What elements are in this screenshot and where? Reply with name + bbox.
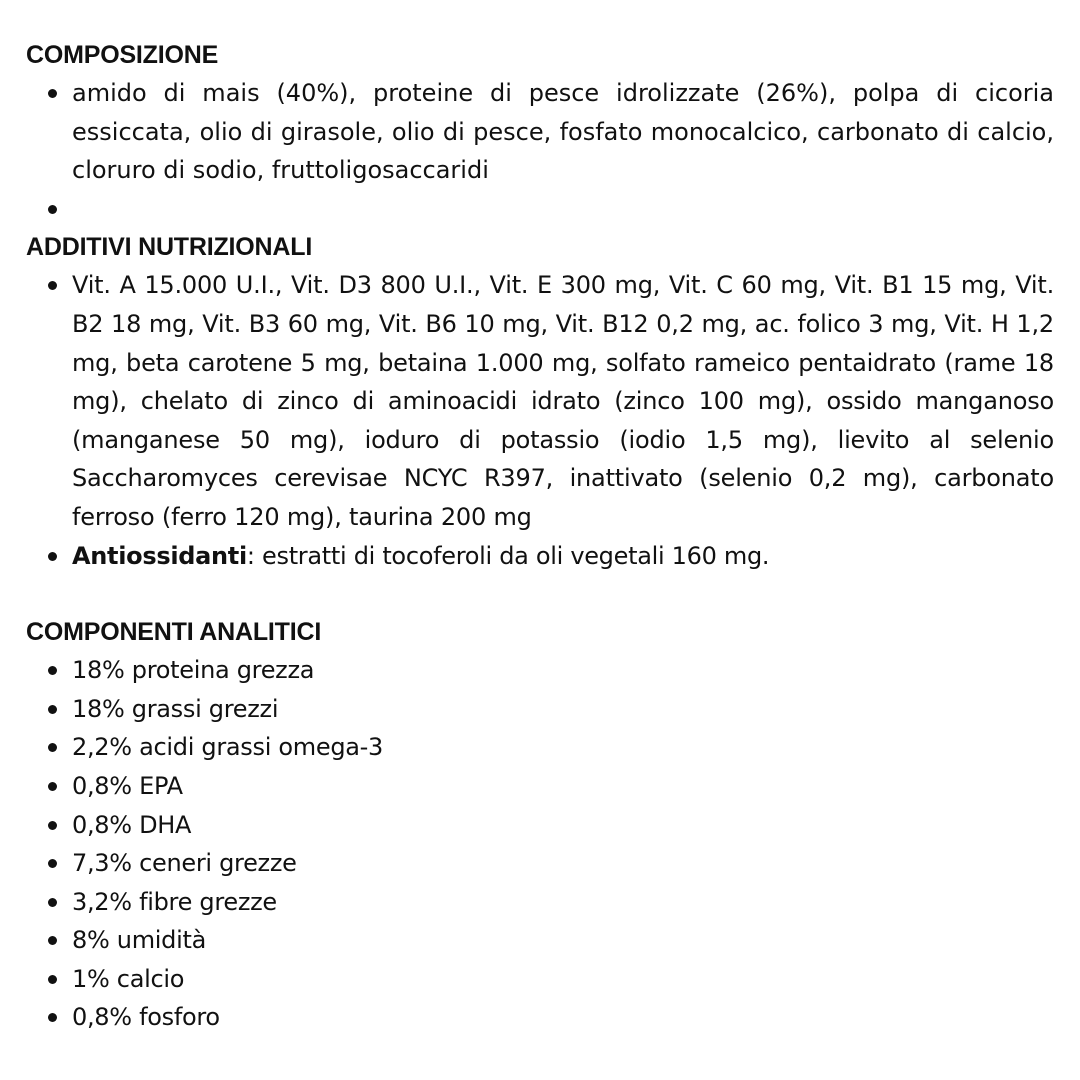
list-item-antioxidants — [26, 537, 1054, 576]
list-item-empty — [26, 190, 1054, 229]
list-item: 18% proteina grezza — [26, 651, 1054, 690]
additivi-list — [26, 266, 1054, 575]
list-item: amido di mais (40%), proteine di pesce idrolizzate (26%), polpa di cicoria essiccata, olio di girasole, olio di pesce, fosfato monocalcico, carbonato di calcio, cloruro di sodio, fruttoligosaccaridi — [26, 74, 1054, 190]
additivi-section — [26, 228, 1054, 575]
list-item: 2,2% acidi grassi omega-3 — [26, 728, 1054, 767]
list-item: 3,2% fibre grezze — [26, 883, 1054, 922]
antioxidants-label: Antiossidanti — [72, 541, 247, 570]
list-item: 7,3% ceneri grezze — [26, 844, 1054, 883]
list-item: 1% calcio — [26, 960, 1054, 999]
componenti-heading: COMPONENTI ANALITICI — [26, 618, 322, 647]
list-item: 18% grassi grezzi — [26, 690, 1054, 729]
list-item: 8% umidità — [26, 921, 1054, 960]
composizione-heading: COMPOSIZIONE — [26, 41, 219, 69]
additivi-heading: ADDITIVI NUTRIZIONALI — [26, 233, 313, 262]
product-label-document — [26, 36, 1054, 1037]
section-spacer — [26, 575, 1054, 613]
composizione-list — [26, 74, 1054, 228]
list-item: 0,8% fosforo — [26, 998, 1054, 1037]
componenti-section — [26, 613, 1054, 1037]
list-item: 0,8% EPA — [26, 767, 1054, 806]
antioxidants-text: : estratti di tocoferoli da oli vegetali 160 mg. — [246, 541, 770, 570]
componenti-list — [26, 651, 1054, 1037]
list-item: 0,8% DHA — [26, 806, 1054, 845]
list-item-vitamins: Vit. A 15.000 U.I., Vit. D3 800 U.I., Vit. E 300 mg, Vit. C 60 mg, Vit. B1 15 mg, Vit. B2 18 mg, Vit. B3 60 mg, Vit. B6 10 mg, Vit. B12 0,2 mg, ac. folico 3 mg, Vit. H 1,2 mg, beta carotene 5 mg, betaina 1.000 mg, solfato rameico pentaidrato (rame 18 mg), chelato di zinco di aminoacidi idrato (zinco 100 mg), ossido manganoso (manganese 50 mg), ioduro di potassio (iodio 1,5 mg), lievito al selenio Saccharomyces cerevisae NCYC R397, inattivato (selenio 0,2 mg), carbonato ferroso (ferro 120 mg), taurina 200 mg — [26, 266, 1054, 536]
composizione-section — [26, 36, 1054, 228]
